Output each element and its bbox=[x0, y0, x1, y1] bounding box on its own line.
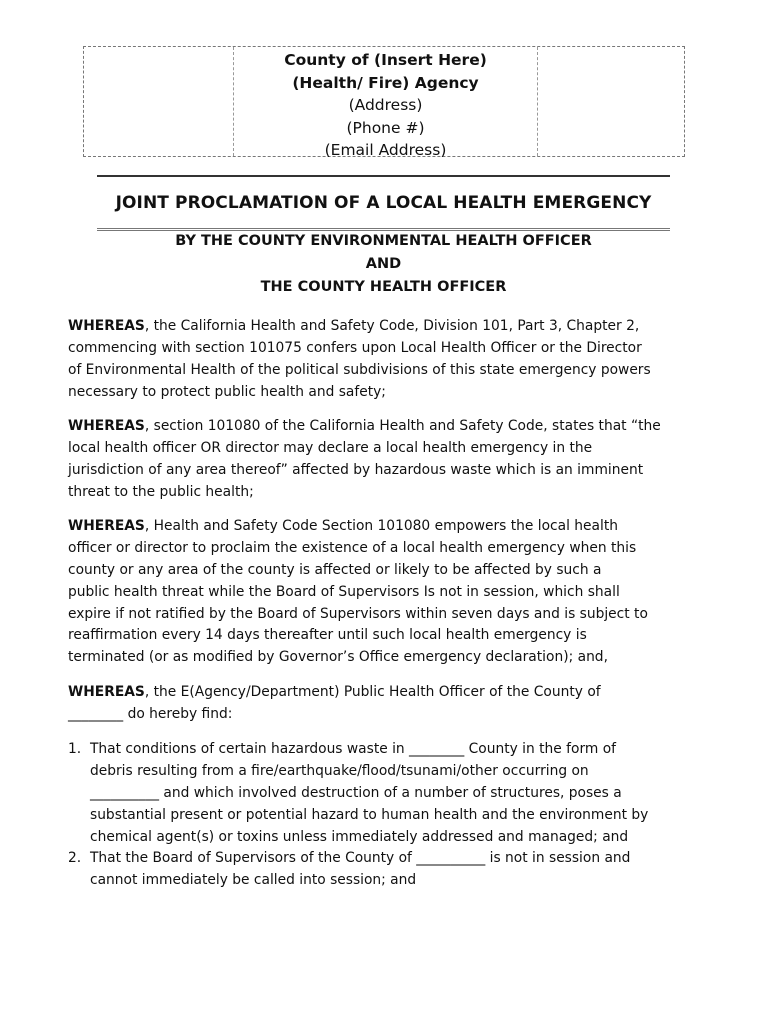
agency-email: (Email Address) bbox=[324, 141, 447, 159]
whereas-paragraph-3 bbox=[68, 516, 688, 669]
whereas-keyword: WHEREAS bbox=[68, 518, 145, 534]
agency-address: (Address) bbox=[348, 96, 423, 114]
finding-item-2 bbox=[68, 848, 688, 892]
paragraph-text: , the California Health and Safety Code, Division 101, Part 3, Chapter 2, bbox=[144, 318, 640, 334]
whereas-keyword: WHEREAS bbox=[68, 684, 145, 700]
paragraph-text: commencing with section 101075 confers upon Local Health Officer or the Director bbox=[68, 339, 642, 356]
finding-text: chemical agent(s) or toxins unless immediately addressed and managed; and bbox=[90, 828, 629, 845]
letterhead-logo-cell-right bbox=[538, 47, 684, 156]
finding-text: cannot immediately be called into session; and bbox=[90, 872, 417, 889]
finding-text: __________ and which involved destruction of a number of structures, poses a bbox=[90, 784, 622, 801]
agency-county: County of (Insert Here) bbox=[284, 51, 487, 69]
finding-text: That the Board of Supervisors of the County of __________ is not in session and bbox=[90, 850, 631, 867]
subtitle-line-3: THE COUNTY HEALTH OFFICER bbox=[260, 279, 507, 295]
paragraph-text: ________ do hereby find: bbox=[68, 705, 233, 722]
whereas-keyword: WHEREAS bbox=[68, 318, 145, 334]
subtitle-line-2: AND bbox=[365, 256, 402, 272]
whereas-paragraph-4 bbox=[68, 682, 688, 726]
whereas-keyword: WHEREAS bbox=[68, 418, 145, 434]
finding-text: debris resulting from a fire/earthquake/flood/tsunami/other occurring on bbox=[90, 762, 589, 779]
finding-text: substantial present or potential hazard to human health and the environment by bbox=[90, 806, 649, 823]
whereas-paragraph-1 bbox=[68, 316, 688, 404]
whereas-paragraph-2 bbox=[68, 416, 688, 504]
agency-phone: (Phone #) bbox=[346, 118, 425, 137]
paragraph-text: , section 101080 of the California Health and Safety Code, states that “the bbox=[144, 418, 661, 434]
paragraph-text: local health officer OR director may declare a local health emergency in the bbox=[68, 439, 593, 456]
paragraph-text: , Health and Safety Code Section 101080 empowers the local health bbox=[144, 518, 618, 534]
paragraph-text: reaffirmation every 14 days thereafter until such local health emergency is bbox=[68, 627, 587, 644]
letterhead-table bbox=[83, 46, 685, 157]
paragraph-text: , the E(Agency/Department) Public Health Officer of the County of bbox=[144, 684, 601, 700]
letterhead-agency-cell bbox=[234, 47, 538, 159]
title-bottom-rule bbox=[97, 228, 670, 231]
paragraph-text: necessary to protect public health and safety; bbox=[68, 383, 386, 400]
finding-item-1 bbox=[68, 739, 688, 848]
paragraph-text: threat to the public health; bbox=[68, 483, 254, 500]
paragraph-text: officer or director to proclaim the existence of a local health emergency when this bbox=[68, 539, 637, 556]
agency-name: (Health/ Fire) Agency bbox=[292, 73, 479, 92]
paragraph-text: terminated (or as modified by Governor’s Office emergency declaration); and, bbox=[68, 649, 608, 666]
title-top-rule bbox=[97, 175, 670, 177]
paragraph-text: of Environmental Health of the political subdivisions of this state emergency powers bbox=[68, 361, 651, 378]
document-title: JOINT PROCLAMATION OF A LOCAL HEALTH EMERGENCY bbox=[115, 193, 652, 213]
paragraph-text: jurisdiction of any area thereof” affected by hazardous waste which is an imminent bbox=[68, 461, 644, 478]
finding-number: 2. bbox=[68, 850, 82, 867]
paragraph-text: public health threat while the Board of Supervisors Is not in session, which shall bbox=[68, 583, 620, 600]
findings-list bbox=[68, 739, 688, 892]
letterhead-logo-cell-left bbox=[84, 47, 234, 156]
subtitle-line-1: BY THE COUNTY ENVIRONMENTAL HEALTH OFFICER bbox=[175, 233, 592, 249]
finding-number: 1. bbox=[68, 741, 82, 757]
paragraph-text: expire if not ratified by the Board of Supervisors within seven days and is subject to bbox=[68, 605, 648, 622]
paragraph-text: county or any area of the county is affected or likely to be affected by such a bbox=[68, 561, 602, 578]
finding-text: That conditions of certain hazardous waste in ________ County in the form of bbox=[90, 741, 616, 757]
